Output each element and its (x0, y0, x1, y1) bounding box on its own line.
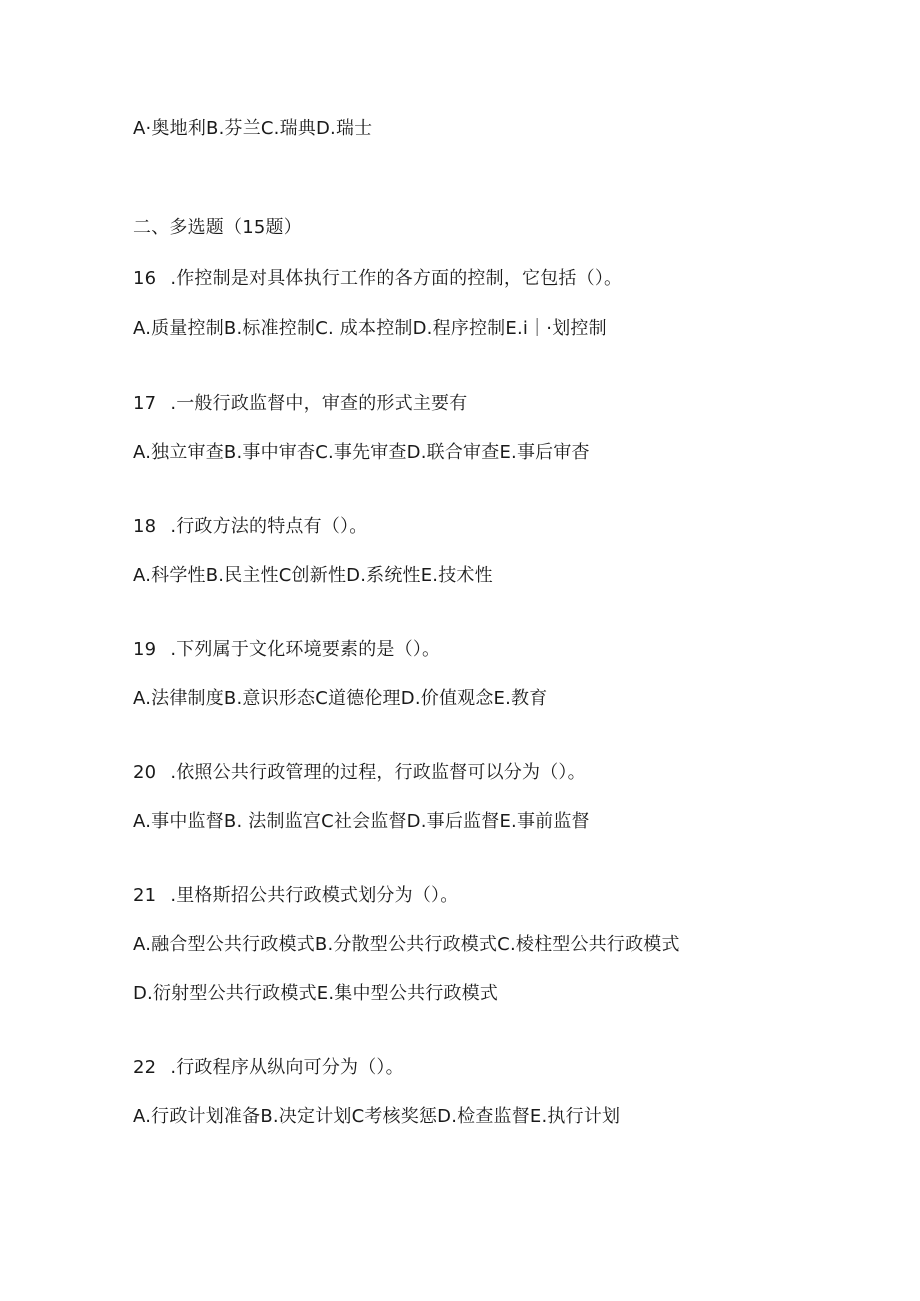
section-heading: 二、多选题（15题） (133, 217, 302, 238)
question-number: 17 (133, 393, 157, 414)
question-text: .行政程序从纵向可分为（）。 (170, 1057, 404, 1078)
question-17-options: A.独立审查B.事中审杳C.事先审查D.联合审查E.事后审杳 (133, 442, 590, 463)
question-text: .作控制是对具体执行工作的各方面的控制，它包括（）。 (170, 268, 623, 289)
question-18-options: A.科学性B.民主性C创新性D.系统性E.技术性 (133, 565, 493, 586)
question-number: 18 (133, 516, 157, 537)
question-number: 20 (133, 762, 157, 783)
question-22-options: A.行政计划准备B.决定计划C考核奖惩D.检查监督E.执行计划 (133, 1106, 621, 1127)
question-20-options: A.事中监督B. 法制监宫C社会监督D.事后监督E.事前监督 (133, 811, 590, 832)
question-20-stem (133, 761, 586, 785)
question-22-stem (133, 1056, 404, 1080)
question-19-options: A.法律制度B.意识形态C道德伦理D.价值观念E.教育 (133, 688, 548, 709)
question-text: .一般行政监督中，审查的形式主要有 (170, 393, 468, 414)
question-number: 16 (133, 268, 157, 289)
question-17-stem (133, 392, 467, 416)
question-text: .依照公共行政管理的过程，行政监督可以分为（）。 (170, 762, 586, 783)
question-19-stem (133, 638, 440, 662)
question-number: 21 (133, 885, 157, 906)
question-21-options-line-1: A.融合型公共行政模式B.分散型公共行政模式C.棱柱型公共行政模式 (133, 934, 680, 955)
q15-options: A·奥地利B.芬兰C.瑞典D.瑞士 (133, 118, 373, 139)
question-16-options: A.质量控制B.标准控制C. 成本控制D.程序控制E.i｜·划控制 (133, 318, 607, 339)
question-text: .下列属于文化环境要素的是（）。 (170, 639, 441, 660)
question-21-stem (133, 884, 458, 908)
question-16-stem (133, 267, 622, 291)
question-text: .里格斯招公共行政模式划分为（）。 (170, 885, 459, 906)
question-18-stem (133, 515, 367, 539)
question-number: 19 (133, 639, 157, 660)
question-21-options-line-2: D.衍射型公共行政模式E.集中型公共行政模式 (133, 983, 499, 1004)
question-number: 22 (133, 1057, 157, 1078)
question-text: .行政方法的特点有（）。 (170, 516, 368, 537)
